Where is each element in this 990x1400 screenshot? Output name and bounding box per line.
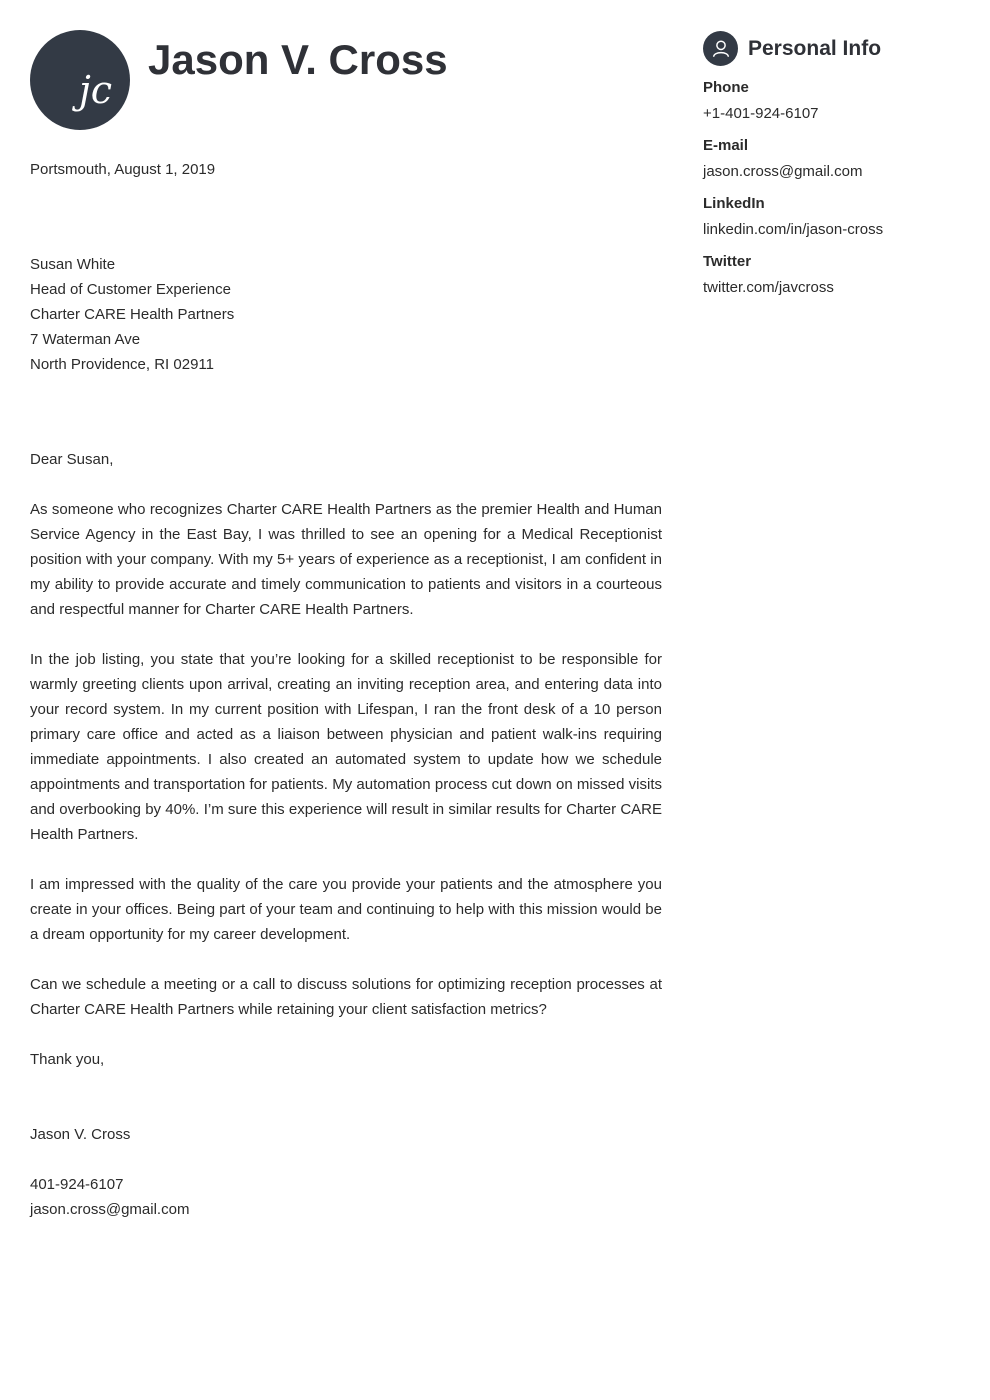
info-label-email: E-mail — [703, 137, 749, 154]
letter-paragraph-4: Can we schedule a meeting or a call to discuss solutions for optimizing reception processes at Charter CARE Health Partners while retaining your client satisfaction metrics? — [30, 976, 662, 1018]
info-value-email: jason.cross@gmail.com — [703, 163, 863, 180]
salutation: Dear Susan, — [30, 451, 114, 468]
letter-paragraph-2: In the job listing, you state that you’re looking for a skilled receptionist to be responsible for warmly greeting clients upon arrival, creating an inviting reception area, and entering data into your record system. In my current position with Lifespan, I ran the front desk of a 10 person primary care office and acted as a liaison between physician and patient walk-ins requiring immediate appointments. I also created an automated system to update how we schedule appointments and transportation for patients. My automation process cut down on missed visits and overbooking by 40%. I’m sure this experience will result in similar results for Charter CARE Health Partners. — [30, 651, 662, 843]
date-line: Portsmouth, August 1, 2019 — [30, 161, 216, 178]
info-value-phone: +1-401-924-6107 — [703, 105, 819, 122]
monogram-initials: jc — [79, 68, 113, 112]
monogram-logo — [30, 30, 130, 130]
recipient-company: Charter CARE Health Partners — [30, 306, 235, 323]
letter-body — [30, 157, 662, 1222]
info-label-twitter: Twitter — [703, 253, 752, 270]
info-twitter — [703, 252, 963, 298]
info-label-linkedin: LinkedIn — [703, 195, 765, 212]
letter-paragraph-1: As someone who recognizes Charter CARE Health Partners as the premier Health and Human Service Agency in the East Bay, I was thrilled to see an opening for a Medical Receptionist position with your company. With my 5+ years of experience as a receptionist, I am confident in my ability to provide accurate and timely communication to patients and visitors in a courteous and respectful manner for Charter CARE Health Partners. — [30, 501, 662, 618]
signature-email: jason.cross@gmail.com — [30, 1201, 190, 1218]
info-value-twitter: twitter.com/javcross — [703, 279, 834, 296]
info-linkedin — [703, 194, 963, 240]
signature-name: Jason V. Cross — [30, 1126, 131, 1143]
personal-info-sidebar — [703, 31, 963, 298]
info-phone — [703, 78, 963, 124]
info-email — [703, 136, 963, 182]
personal-info-header — [703, 31, 963, 66]
info-value-linkedin: linkedin.com/in/jason-cross — [703, 221, 884, 238]
signature-phone: 401-924-6107 — [30, 1176, 124, 1193]
recipient-city: North Providence, RI 02911 — [30, 356, 214, 373]
letter-paragraph-3: I am impressed with the quality of the care you provide your patients and the atmosphere you create in your offices. Being part of your team and continuing to help with this mission would be a dream opportunity for my career development. — [30, 876, 662, 943]
recipient-name: Susan White — [30, 256, 116, 273]
person-icon — [703, 31, 738, 66]
applicant-name: Jason V. Cross — [148, 36, 448, 83]
recipient-address — [30, 252, 662, 377]
closing: Thank you, — [30, 1051, 105, 1068]
personal-info-title: Personal Info — [748, 36, 882, 60]
info-label-phone: Phone — [703, 79, 749, 96]
recipient-street: 7 Waterman Ave — [30, 331, 141, 348]
recipient-title: Head of Customer Experience — [30, 281, 231, 298]
